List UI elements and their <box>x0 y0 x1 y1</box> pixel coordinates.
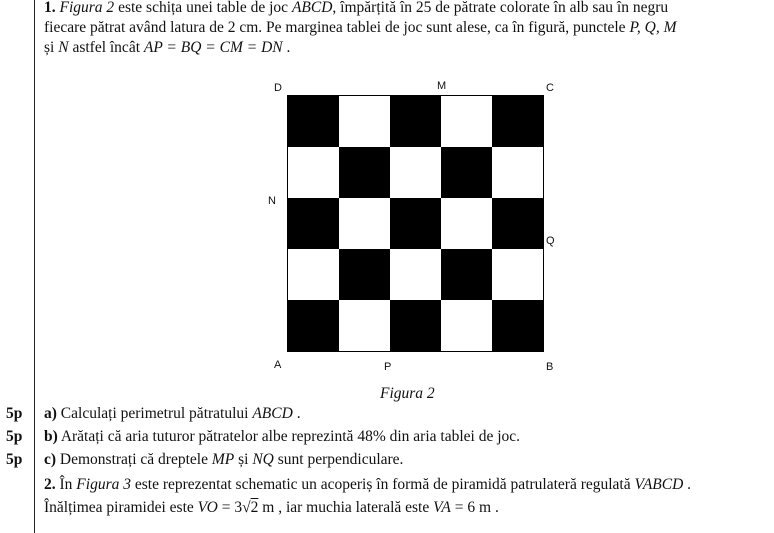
math: ABCD <box>252 405 293 422</box>
label-c: C <box>546 82 554 94</box>
board-square <box>492 96 543 147</box>
item-letter: a) <box>44 405 57 422</box>
points-a: 5p <box>6 405 23 422</box>
board-square <box>492 300 543 351</box>
text: și <box>44 39 59 56</box>
points-b: 5p <box>6 428 23 445</box>
sqrt-sign: √ <box>242 499 251 516</box>
label-m: M <box>437 80 447 92</box>
board-square <box>390 300 441 351</box>
figure-caption: Figura 2 <box>380 385 435 402</box>
text: , împărțită în 25 de pătrate colorate în alb sau în negru <box>332 0 669 16</box>
problem2-line2 <box>44 498 772 518</box>
checkerboard <box>287 95 544 352</box>
board-square <box>441 198 492 249</box>
problem1-line1 <box>44 0 772 18</box>
board-square <box>339 198 390 249</box>
text: . <box>282 39 291 56</box>
math-n: N <box>58 39 69 56</box>
text: , iar muchia laterală este <box>274 499 434 516</box>
problem-number: 2. <box>44 476 56 493</box>
text: . <box>683 476 692 493</box>
text: și <box>234 451 253 468</box>
figure-ref: Figura 3 <box>76 476 131 493</box>
math: 48% <box>357 428 386 445</box>
label-b: B <box>546 361 554 373</box>
problem1-line2 <box>44 18 772 38</box>
text: astfel încât <box>68 39 144 56</box>
board-square <box>288 147 339 198</box>
board-square <box>390 96 441 147</box>
board-square <box>339 300 390 351</box>
text: Arătați că aria tuturor pătratelor albe reprezintă <box>57 428 358 445</box>
math-equation: AP = BQ = CM = DN <box>143 39 283 56</box>
text: = 6 m <box>450 499 492 516</box>
label-q: Q <box>546 235 555 247</box>
math-radicand: 2 <box>250 499 259 516</box>
text: este reprezentat schematic un acoperiș în formă de piramidă patrulateră regulată <box>130 476 635 493</box>
figure-ref: Figura 2 <box>59 0 115 16</box>
item-c <box>44 450 772 470</box>
board-square <box>390 147 441 198</box>
board-square <box>441 147 492 198</box>
math: MP <box>211 451 235 468</box>
label-n: N <box>268 195 276 207</box>
text: . <box>292 405 301 422</box>
board-square <box>390 198 441 249</box>
text: Calculați perimetrul pătratului <box>56 405 253 422</box>
math: NQ <box>252 451 274 468</box>
label-d: D <box>274 82 282 94</box>
board-square <box>441 300 492 351</box>
text: din aria tablei de joc. <box>385 428 521 445</box>
points-c: 5p <box>6 451 23 468</box>
board-square <box>339 249 390 300</box>
problem2-line1 <box>44 475 772 495</box>
board-square <box>339 147 390 198</box>
text: Demonstrați că dreptele <box>56 451 212 468</box>
math: VO <box>197 499 218 516</box>
board-square <box>288 96 339 147</box>
label-a: A <box>274 359 282 371</box>
board-square <box>492 147 543 198</box>
board-square <box>492 249 543 300</box>
board-square <box>390 249 441 300</box>
board-square <box>441 96 492 147</box>
text: . <box>491 499 499 516</box>
board-square <box>441 249 492 300</box>
text: Înălțimea piramidei este <box>44 499 198 516</box>
text: este schița unei table de joc <box>114 0 292 16</box>
board-square <box>288 249 339 300</box>
text: = 3 <box>217 499 243 516</box>
math-points: P, Q, M <box>629 19 677 36</box>
label-p: P <box>384 361 392 373</box>
math: VABCD <box>634 476 684 493</box>
problem1-line3 <box>44 38 772 58</box>
item-b <box>44 427 772 447</box>
text: sunt perpendiculare. <box>273 451 404 468</box>
board-square <box>288 300 339 351</box>
math: VA <box>433 499 451 516</box>
board-square <box>339 96 390 147</box>
problem-number: 1. <box>44 0 56 16</box>
board-square <box>288 198 339 249</box>
text: În <box>55 476 77 493</box>
item-letter: c) <box>44 451 57 468</box>
item-letter: b) <box>44 428 58 445</box>
text: m <box>258 499 275 516</box>
text: fiecare pătrat având latura de 2 cm. Pe marginea tablei de joc sunt alese, ca în figură, punctele <box>44 19 630 36</box>
margin-line <box>34 0 35 533</box>
item-a <box>44 404 772 424</box>
math-abcd: ABCD <box>291 0 333 16</box>
board-square <box>492 198 543 249</box>
